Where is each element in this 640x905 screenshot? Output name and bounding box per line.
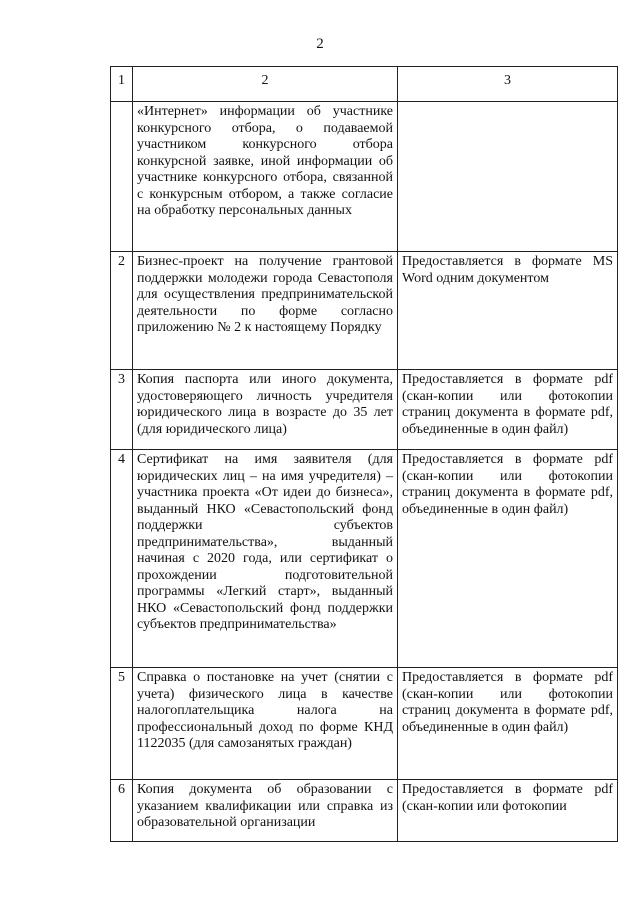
- row-description: Бизнес-проект на получение грантовой поддержки молодежи города Севастополя для осуществления предпринимательской деятельности по форме согласно приложению № 2 к настоящему Порядку: [133, 252, 398, 370]
- row-format: Предоставляется в формате pdf (скан-копии или фотокопии страниц документа в формате pdf, объединенные в один файл): [398, 370, 618, 450]
- table-row: [111, 668, 618, 780]
- table-header-row: [111, 67, 618, 102]
- table-row: [111, 450, 618, 668]
- row-number: 5: [111, 668, 133, 780]
- table-row: [111, 102, 618, 252]
- row-description: Сертификат на имя заявителя (для юридических лиц – на имя учредителя) – участника проекта «От идеи до бизнеса», выданный НКО «Севастопольский фонд поддержки субъектов предпринимательства», выданный начиная с 2020 года, или сертификат о прохождении подготовительной программы «Легкий старт», выданный НКО «Севастопольский фонд поддержки субъектов предпринимательства»: [133, 450, 398, 668]
- row-description: «Интернет» информации об участнике конкурсного отбора, о подаваемой участником конкурсного отбора конкурсной заявке, иной информации об участнике конкурсного отбора, связанной с конкурсным отбором, а также согласие на обработку персональных данных: [133, 102, 398, 252]
- row-number: 4: [111, 450, 133, 668]
- header-cell-format: 3: [398, 67, 618, 102]
- row-format: Предоставляется в формате pdf (скан-копии или фотокопии: [398, 780, 618, 842]
- row-number: [111, 102, 133, 252]
- row-number: 2: [111, 252, 133, 370]
- table-row: [111, 252, 618, 370]
- row-format: Предоставляется в формате MS Word одним документом: [398, 252, 618, 370]
- table-row: [111, 780, 618, 842]
- row-format: [398, 102, 618, 252]
- row-number: 3: [111, 370, 133, 450]
- page-number: 2: [316, 36, 324, 52]
- header-cell-description: 2: [133, 67, 398, 102]
- row-format: Предоставляется в формате pdf (скан-копии или фотокопии страниц документа в формате pdf, объединенные в один файл): [398, 450, 618, 668]
- table-row: [111, 370, 618, 450]
- row-description: Копия документа об образовании с указанием квалификации или справка из образовательной организации: [133, 780, 398, 842]
- header-cell-number: 1: [111, 67, 133, 102]
- row-description: Справка о постановке на учет (снятии с учета) физического лица в качестве налогоплательщика налога на профессиональный доход по форме КНД 1122035 (для самозанятых граждан): [133, 668, 398, 780]
- documents-table: [110, 66, 618, 842]
- row-format: Предоставляется в формате pdf (скан-копии или фотокопии страниц документа в формате pdf, объединенные в один файл): [398, 668, 618, 780]
- row-description: Копия паспорта или иного документа, удостоверяющего личность учредителя юридического лица в возрасте до 35 лет (для юридического лица): [133, 370, 398, 450]
- row-number: 6: [111, 780, 133, 842]
